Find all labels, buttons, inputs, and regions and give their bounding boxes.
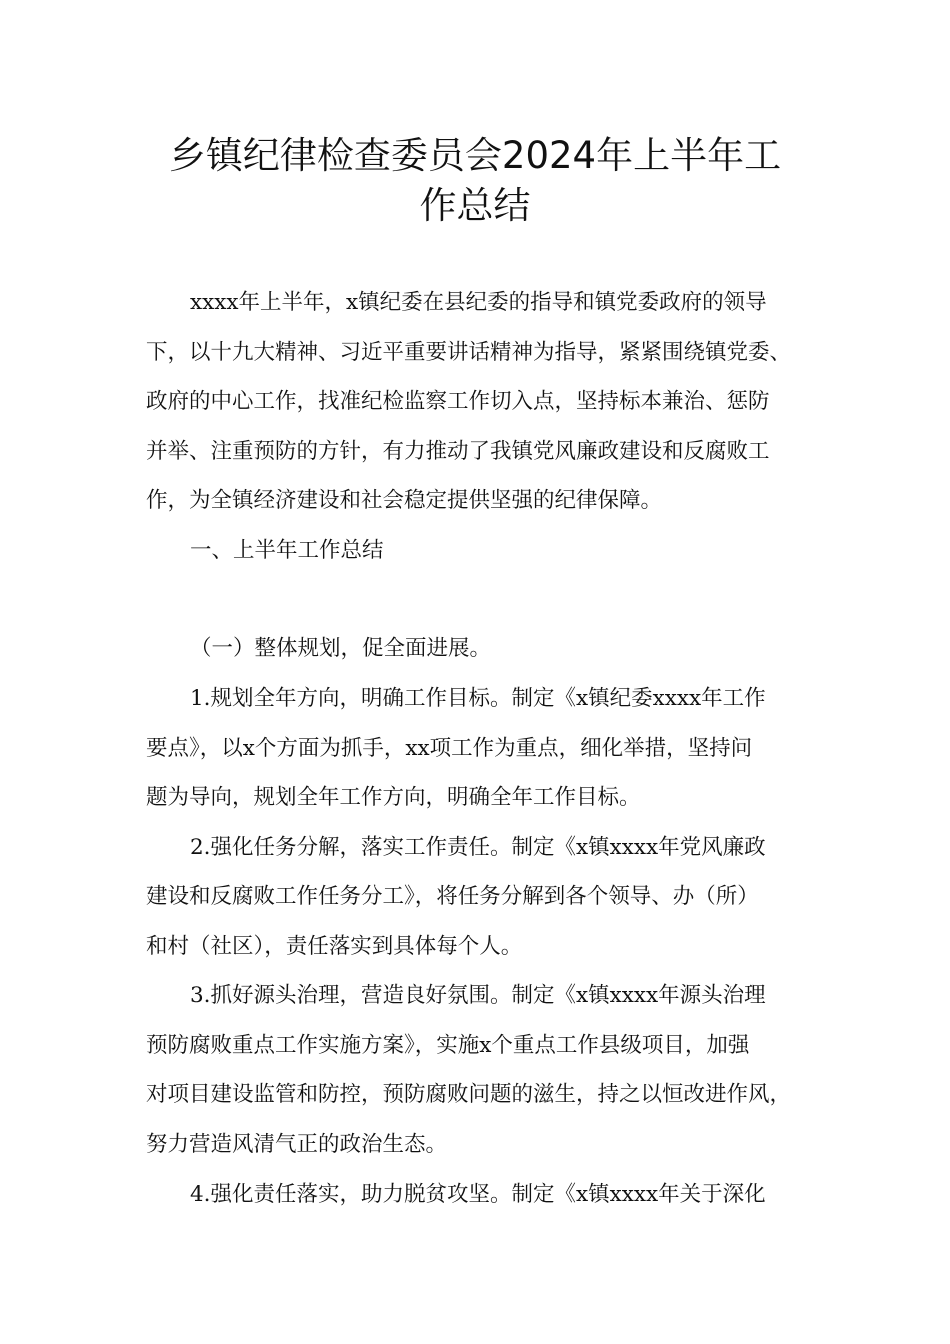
paragraph-line: 2.强化任务分解，落实工作责任。制定《x镇xxxx年党风廉政 — [190, 835, 766, 860]
section-heading: 一、上半年工作总结 — [190, 538, 384, 563]
paragraph-line: 要点》，以x个方面为抓手，xx项工作为重点，细化举措，坚持问 — [146, 736, 753, 761]
paragraph-line: 政府的中心工作，找准纪检监察工作切入点，坚持标本兼治、惩防 — [146, 389, 770, 414]
paragraph-line: 4.强化责任落实，助力脱贫攻坚。制定《x镇xxxx年关于深化 — [190, 1182, 766, 1207]
paragraph-line: 并举、注重预防的方针，有力推动了我镇党风廉政建设和反腐败工 — [146, 439, 770, 464]
paragraph-line: 建设和反腐败工作任务分工》，将任务分解到各个领导、办（所） — [146, 884, 759, 909]
paragraph-line: 作，为全镇经济建设和社会稳定提供坚强的纪律保障。 — [146, 488, 663, 513]
document-title-line-2: 作总结 — [419, 184, 531, 227]
paragraph-line: 努力营造风清气正的政治生态。 — [146, 1132, 448, 1157]
paragraph-line: 1.规划全年方向，明确工作目标。制定《x镇纪委xxxx年工作 — [190, 686, 766, 711]
paragraph-line: 下，以十九大精神、习近平重要讲话精神为指导，紧紧围绕镇党委、 — [146, 340, 792, 365]
paragraph-line: 对项目建设监管和防控，预防腐败问题的滋生，持之以恒改进作风， — [146, 1082, 792, 1107]
paragraph-line: 和村（社区），责任落实到具体每个人。 — [146, 934, 523, 959]
document-title-line-1: 乡镇纪律检查委员会2024年上半年工 — [168, 134, 782, 177]
paragraph-line: 预防腐败重点工作实施方案》，实施x个重点工作县级项目，加强 — [146, 1033, 750, 1058]
paragraph-line: xxxx年上半年，x镇纪委在县纪委的指导和镇党委政府的领导 — [190, 290, 767, 315]
paragraph-line: 3.抓好源头治理，营造良好氛围。制定《x镇xxxx年源头治理 — [190, 983, 766, 1008]
subsection-heading: （一）整体规划，促全面进展。 — [190, 636, 492, 661]
paragraph-line: 题为导向，规划全年工作方向，明确全年工作目标。 — [146, 785, 641, 810]
